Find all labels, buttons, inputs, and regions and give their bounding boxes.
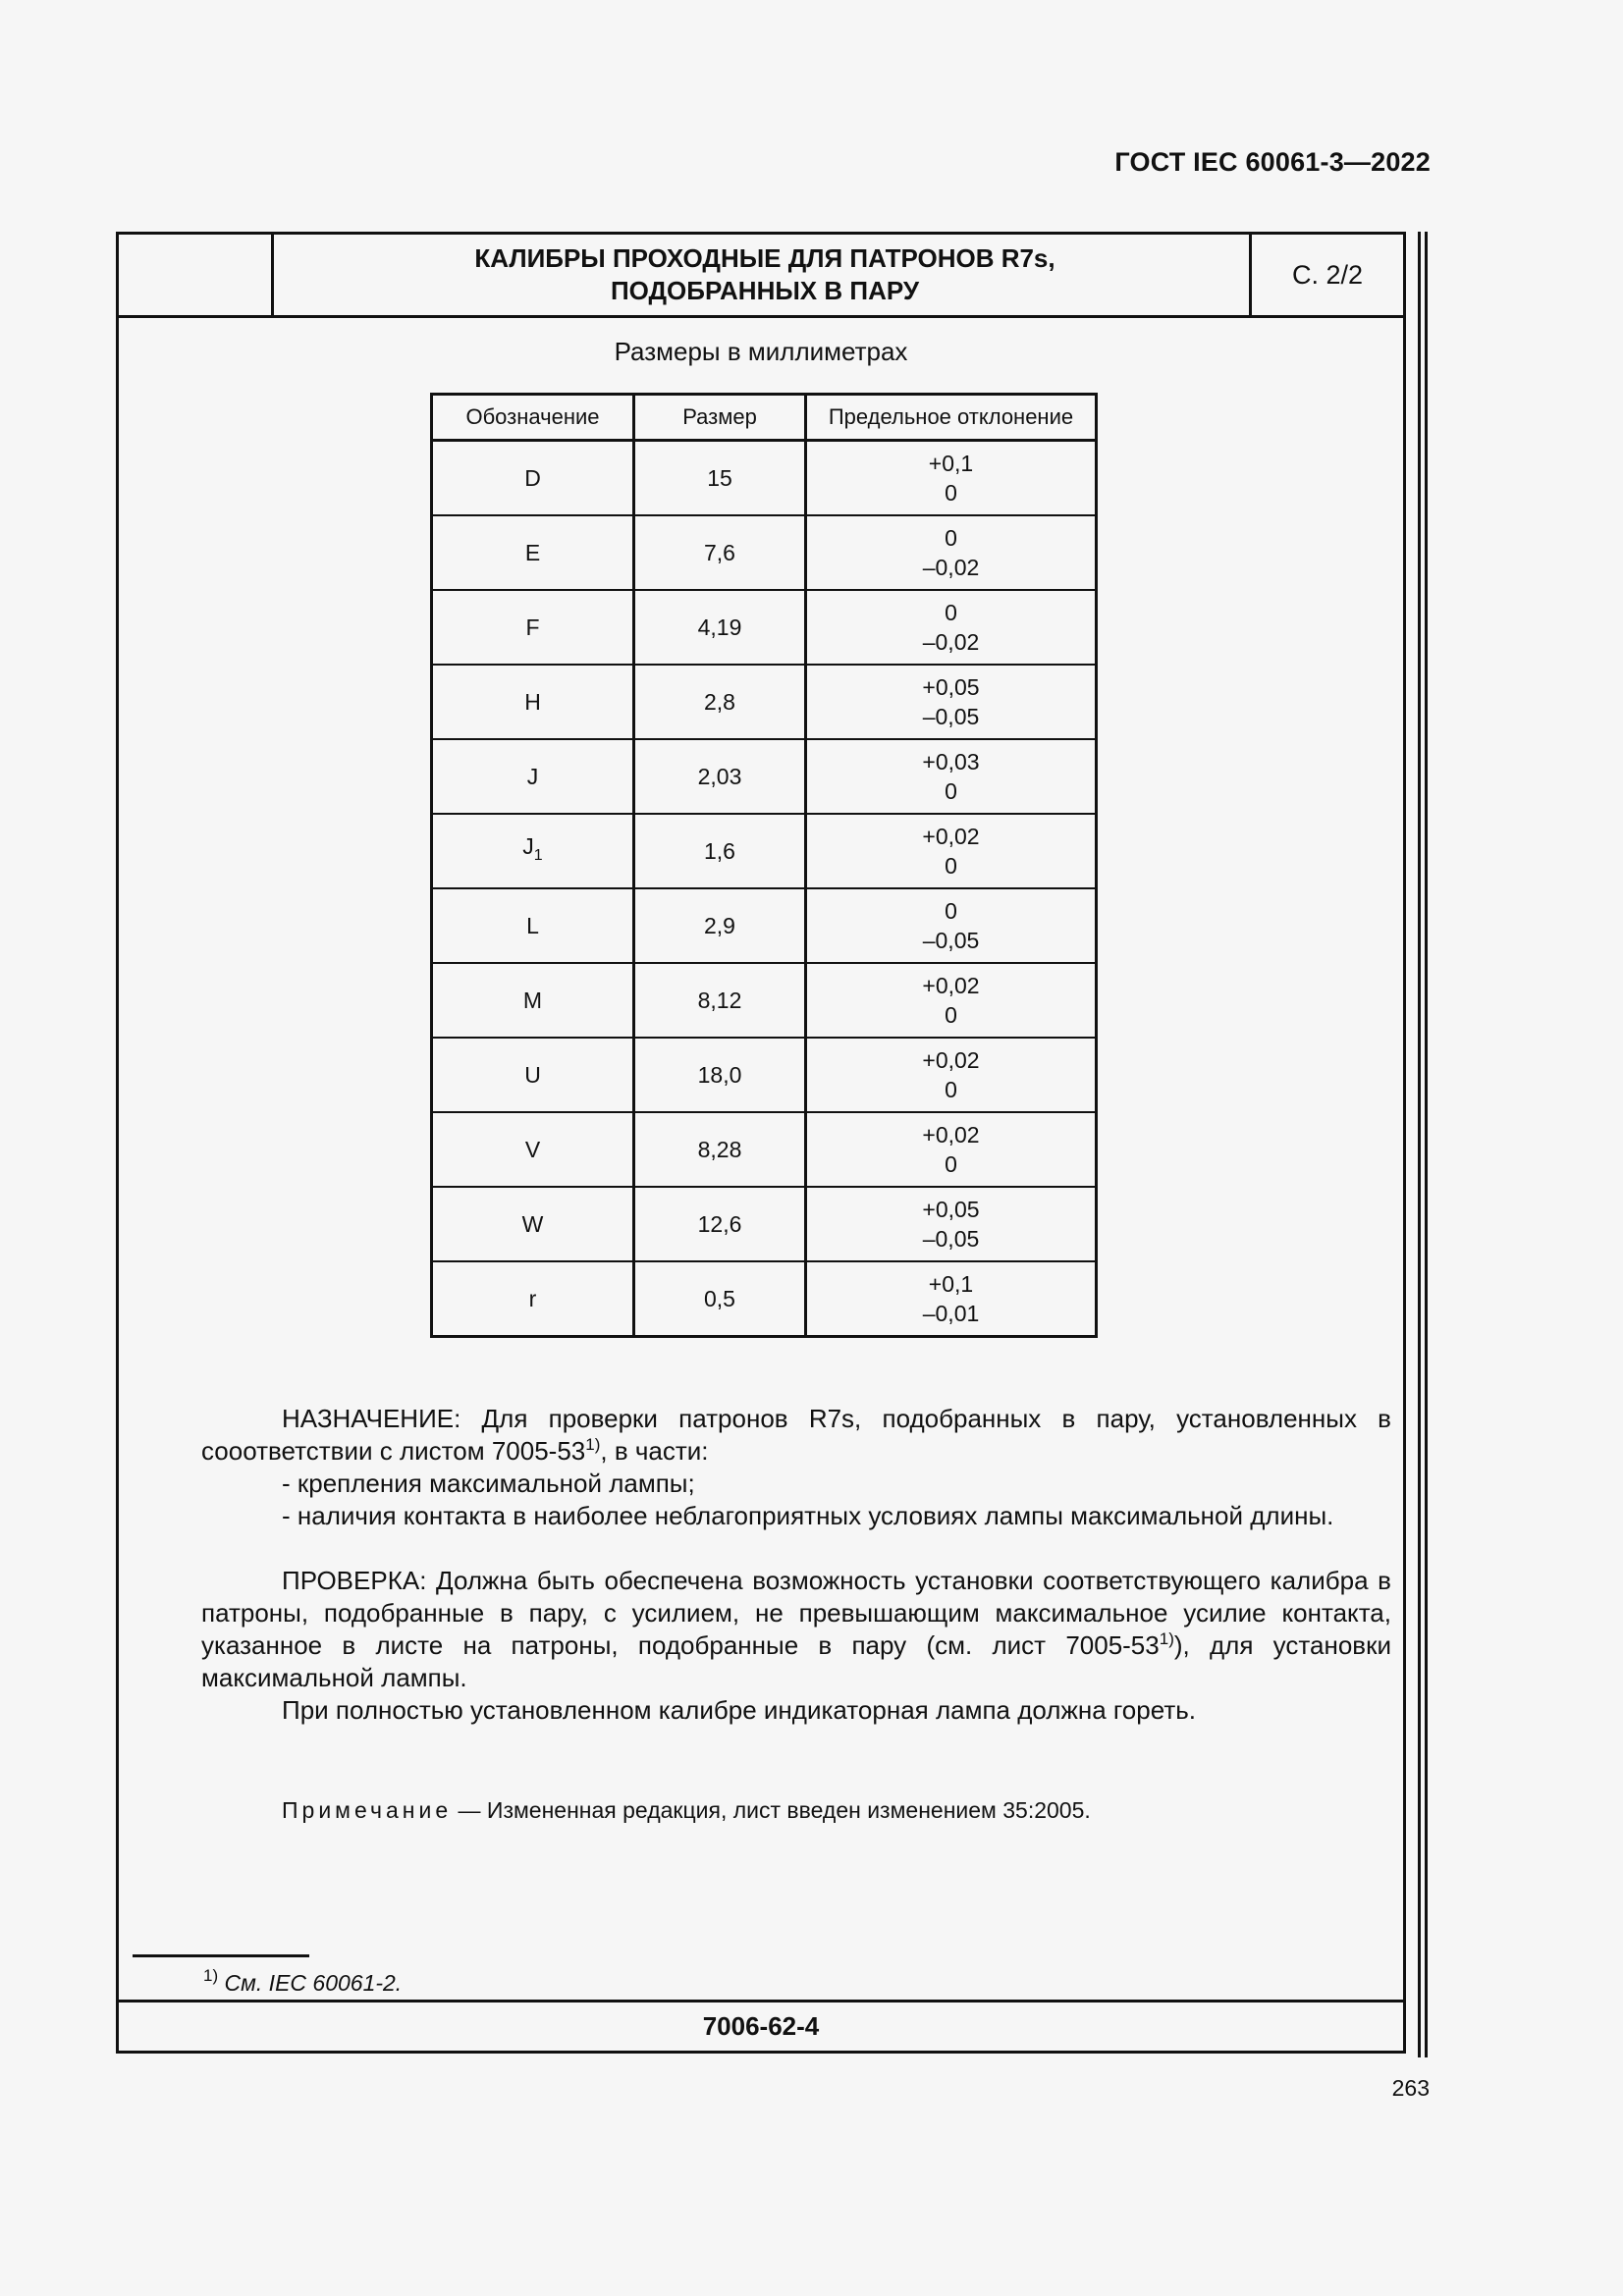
tolerance-lower: –0,02	[922, 555, 980, 580]
purpose-section	[201, 1403, 1391, 1532]
note-text: — Измененная редакция, лист введен изменением 35:2005.	[452, 1797, 1091, 1823]
binding-line	[1418, 232, 1421, 2057]
sheet-title	[274, 235, 1370, 315]
cell-tolerance	[806, 1038, 1097, 1112]
footnote-mark: 1)	[203, 1966, 219, 1985]
tolerance-upper: +0,02	[922, 973, 980, 998]
table-row	[432, 1038, 1097, 1112]
cell-symbol: W	[432, 1187, 634, 1261]
cell-tolerance	[806, 739, 1097, 814]
cell-size: 2,03	[634, 739, 806, 814]
sheet-frame	[116, 232, 1406, 2054]
cell-tolerance	[806, 814, 1097, 888]
table-row	[432, 1112, 1097, 1187]
footnote	[203, 1966, 403, 1997]
cell-symbol: U	[432, 1038, 634, 1112]
cell-size: 0,5	[634, 1261, 806, 1337]
table-row	[432, 1187, 1097, 1261]
sheet-page-indicator: С. 2/2	[1249, 235, 1403, 315]
cell-tolerance	[806, 665, 1097, 739]
tolerance-upper: 0	[945, 898, 957, 924]
cell-size: 4,19	[634, 590, 806, 665]
cell-tolerance	[806, 515, 1097, 590]
check-paragraph-2: При полностью установленном калибре индикаторная лампа должна гореть.	[282, 1695, 1196, 1725]
cell-symbol: F	[432, 590, 634, 665]
cell-size: 2,9	[634, 888, 806, 963]
table-row	[432, 739, 1097, 814]
purpose-item: - крепления максимальной лампы;	[282, 1468, 695, 1498]
cell-size: 1,6	[634, 814, 806, 888]
cell-symbol	[432, 814, 634, 888]
cell-tolerance	[806, 441, 1097, 516]
col-header-size: Размер	[634, 395, 806, 441]
cell-size: 12,6	[634, 1187, 806, 1261]
purpose-paragraph	[201, 1403, 1391, 1468]
sheet-title-line2: ПОДОБРАННЫХ В ПАРУ	[610, 276, 920, 305]
table-row	[432, 888, 1097, 963]
header-empty-cell	[119, 235, 274, 315]
tolerance-lower: –0,02	[922, 629, 980, 655]
cell-symbol: L	[432, 888, 634, 963]
table-row	[432, 814, 1097, 888]
table-row	[432, 1261, 1097, 1337]
binding-line	[1425, 232, 1428, 2057]
table-row	[432, 665, 1097, 739]
sheet-title-line1: КАЛИБРЫ ПРОХОДНЫЕ ДЛЯ ПАТРОНОВ R7s,	[474, 243, 1055, 273]
tolerance-lower: –0,05	[922, 1226, 980, 1252]
cell-symbol: M	[432, 963, 634, 1038]
table-row	[432, 441, 1097, 516]
symbol-subscript: 1	[533, 847, 543, 864]
col-header-tolerance: Предельное отклонение	[806, 395, 1097, 441]
tolerance-upper: +0,1	[928, 1271, 974, 1297]
purpose-item: - наличия контакта в наиболее неблагоприятных условиях лампы максимальной длины.	[282, 1501, 1334, 1530]
tolerance-upper: 0	[945, 525, 957, 551]
tolerance-upper: +0,1	[928, 451, 974, 476]
tolerance-upper: +0,03	[922, 749, 980, 774]
table-header-row	[432, 395, 1097, 441]
footnote-ref: 1)	[1159, 1629, 1174, 1648]
tolerance-upper: +0,05	[922, 674, 980, 700]
page-number: 263	[1391, 2075, 1430, 2101]
units-caption: Размеры в миллиметрах	[614, 337, 908, 366]
tolerance-lower: 0	[945, 778, 957, 804]
check-text: ПРОВЕРКА: Должна быть обеспечена возможность установки соответствующего калибра в патроны, подобранные в пару, с усилием, не превышающим максимальное усилие контакта, указанное в листе на патроны, подобранные в пару (см. лист 7005-53	[201, 1566, 1391, 1660]
standard-designation: ГОСТ IEC 60061-3—2022	[1114, 147, 1431, 177]
tolerance-upper: +0,02	[922, 824, 980, 849]
tolerance-lower: –0,05	[922, 928, 980, 953]
tolerance-lower: –0,05	[922, 704, 980, 729]
cell-tolerance	[806, 1187, 1097, 1261]
col-header-symbol: Обозначение	[432, 395, 634, 441]
tolerance-upper: +0,02	[922, 1047, 980, 1073]
table-row	[432, 590, 1097, 665]
note-label: Примечание	[282, 1797, 453, 1823]
check-section	[201, 1565, 1391, 1727]
tolerance-lower: 0	[945, 1077, 957, 1102]
cell-symbol: r	[432, 1261, 634, 1337]
footnote-ref: 1)	[585, 1435, 601, 1454]
table-row	[432, 515, 1097, 590]
cell-symbol: H	[432, 665, 634, 739]
purpose-text-tail: , в части:	[600, 1436, 709, 1466]
cell-tolerance	[806, 1261, 1097, 1337]
cell-size: 7,6	[634, 515, 806, 590]
footnote-text: См. IEC 60061-2.	[218, 1970, 403, 1996]
cell-size: 18,0	[634, 1038, 806, 1112]
tolerance-lower: 0	[945, 1002, 957, 1028]
sheet-code: 7006-62-4	[119, 2000, 1403, 2051]
tolerance-lower: –0,01	[922, 1301, 980, 1326]
tolerance-upper: +0,05	[922, 1197, 980, 1222]
cell-symbol: D	[432, 441, 634, 516]
dimensions-table	[430, 393, 1098, 1338]
tolerance-upper: 0	[945, 600, 957, 625]
symbol-letter: J	[522, 833, 534, 859]
tolerance-lower: 0	[945, 853, 957, 879]
cell-tolerance	[806, 963, 1097, 1038]
cell-size: 8,12	[634, 963, 806, 1038]
tolerance-upper: +0,02	[922, 1122, 980, 1148]
cell-size: 8,28	[634, 1112, 806, 1187]
tolerance-lower: 0	[945, 1151, 957, 1177]
check-paragraph	[201, 1565, 1391, 1694]
cell-tolerance	[806, 590, 1097, 665]
sheet-header	[119, 235, 1403, 318]
cell-symbol: V	[432, 1112, 634, 1187]
cell-size: 15	[634, 441, 806, 516]
footnote-divider	[133, 1954, 309, 1957]
cell-tolerance	[806, 1112, 1097, 1187]
cell-size: 2,8	[634, 665, 806, 739]
tolerance-lower: 0	[945, 480, 957, 506]
cell-tolerance	[806, 888, 1097, 963]
table-row	[432, 963, 1097, 1038]
check-text-tail: ), для установки максимальной лампы.	[201, 1630, 1391, 1692]
cell-symbol: E	[432, 515, 634, 590]
purpose-text: НАЗНАЧЕНИЕ: Для проверки патронов R7s, подобранных в пару, установленных в сооответствии с листом 7005-53	[201, 1404, 1391, 1466]
cell-symbol: J	[432, 739, 634, 814]
note	[282, 1797, 1091, 1824]
